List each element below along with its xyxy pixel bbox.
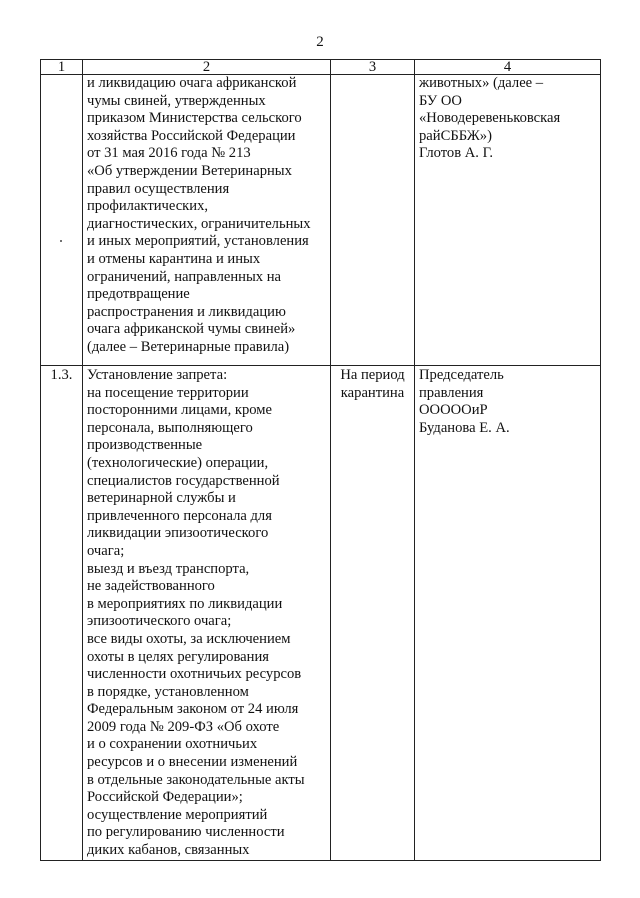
text-line: численности охотничьих ресурсов [87,666,302,683]
text-line: Установление запрета: [87,367,228,383]
text-line: привлеченного персонала для [87,507,272,524]
text-line: и отмены карантина и иных [87,250,261,267]
text-line: Буданова Е. А. [419,419,510,436]
text-line: райСББЖ») [419,127,492,144]
text-line: животных» (далее – [419,75,544,91]
text-line: «Об утверждении Ветеринарных [87,162,292,179]
text-line: от 31 мая 2016 года № 213 [87,145,251,162]
header-col-3: 3 [331,60,415,75]
text-line: очага; [87,542,125,559]
row-number: 1.3. [41,366,83,861]
text-line: охоты в целях регулирования [87,648,269,665]
text-line: приказом Министерства сельского [87,110,302,127]
measures-table [40,59,601,861]
text-line: БУ ОО [419,92,462,109]
text-line: предотвращение [87,286,190,303]
text-line: распространения и ликвидацию [87,303,286,320]
text-line: ликвидации эпизоотического [87,525,269,542]
text-line: и ликвидацию очага африканской [87,75,297,91]
text-line: хозяйства Российской Федерации [87,127,296,144]
text-line: очага африканской чумы свиней» [87,321,296,338]
text-line: диких кабанов, связанных [87,842,250,859]
text-line: Федеральным законом от 24 июля [87,701,299,718]
header-col-4: 4 [415,60,601,75]
text-line: карантина [340,384,405,401]
text-line: производственные [87,437,203,454]
text-line: чумы свиней, утвержденных [87,92,266,109]
measure-cell [83,366,331,861]
text-line: выезд и въезд транспорта, [87,560,250,577]
table-row [41,366,601,861]
text-line: Российской Федерации»; [87,789,243,806]
term-cell [331,366,415,861]
text-line: осуществление мероприятий [87,806,268,823]
text-line: и иных мероприятий, установления [87,233,309,250]
text-line: ветеринарной службы и [87,490,236,507]
text-line: эпизоотического очага; [87,613,232,630]
text-line: правил осуществления [87,180,230,197]
text-line: ограничений, направленных на [87,268,282,285]
text-line: Председатель [419,367,504,383]
header-col-2: 2 [83,60,331,75]
text-line: не задействованного [87,578,215,595]
page-number: 2 [316,34,324,50]
text-line: ресурсов и о внесении изменений [87,754,298,771]
row-number [41,75,83,366]
text-line: посторонними лицами, кроме [87,402,272,419]
text-line: 2009 года № 209-ФЗ «Об охоте [87,718,280,735]
text-line: правления [419,384,484,401]
text-line: персонала, выполняющего [87,419,253,436]
text-line: на посещение территории [87,384,249,401]
table-row [41,75,601,366]
text-line: по регулированию численности [87,824,285,841]
measure-cell [83,75,331,366]
table-header-row [41,60,601,75]
term-cell [331,75,415,366]
text-line: (технологические) операции, [87,454,269,471]
responsible-cell [415,75,601,366]
header-col-1: 1 [41,60,83,75]
text-line: в отдельные законодательные акты [87,771,305,788]
text-line: специалистов государственной [87,472,280,489]
text-line: все виды охоты, за исключением [87,630,291,647]
text-line: в порядке, установленном [87,683,249,700]
responsible-cell [415,366,601,861]
text-line: ОООООиР [419,402,488,419]
text-line: «Новодеревеньковская [419,110,561,127]
text-line: в мероприятиях по ликвидации [87,595,283,612]
text-line: Глотов А. Г. [419,145,494,162]
text-line: и о сохранении охотничьих [87,736,258,753]
text-line: профилактических, [87,198,209,215]
text-line: диагностических, ограничительных [87,215,311,232]
text-line: (далее – Ветеринарные правила) [87,338,290,355]
text-line: На период [340,367,405,383]
